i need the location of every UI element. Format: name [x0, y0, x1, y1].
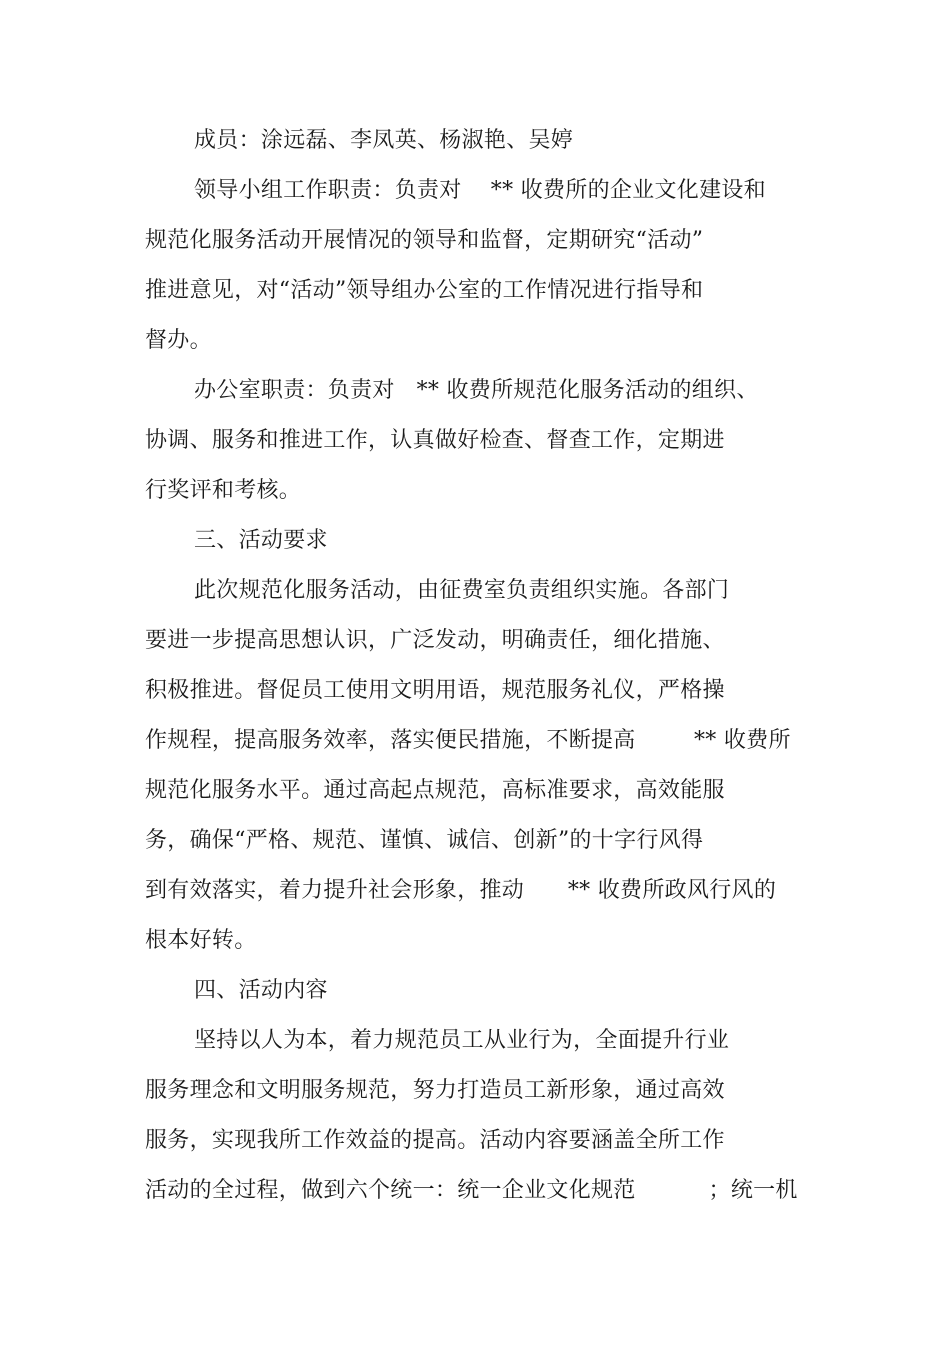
- text-line: 作规程，提高服务效率，落实便民措施，不断提高 ** 收费所: [145, 728, 791, 753]
- text-line: 务，确保“严格、规范、谨慎、诚信、创新”的十字行风得: [145, 828, 704, 853]
- text-line: 服务，实现我所工作效益的提高。活动内容要涵盖全所工作: [145, 1128, 725, 1153]
- text-line-leadership-duties: 领导小组工作职责：负责对 ** 收费所的企业文化建设和: [194, 178, 766, 203]
- text-line: 活动的全过程，做到六个统一：统一企业文化规范 ；统一机: [145, 1178, 798, 1203]
- text-line-members: 成员：涂远磊、李凤英、杨淑艳、吴婷: [194, 128, 574, 153]
- text-line: 规范化服务活动开展情况的领导和监督，定期研究“活动”: [145, 228, 704, 253]
- text-line: 到有效落实，着力提升社会形象，推动 ** 收费所政风行风的: [145, 878, 777, 903]
- text-line: 协调、服务和推进工作，认真做好检查、督查工作，定期进: [145, 428, 725, 453]
- section-heading-requirements: 三、活动要求: [194, 528, 328, 553]
- section-heading-content: 四、活动内容: [194, 978, 328, 1003]
- text-line: 服务理念和文明服务规范，努力打造员工新形象，通过高效: [145, 1078, 725, 1103]
- text-line: 要进一步提高思想认识，广泛发动，明确责任，细化措施、: [145, 628, 725, 653]
- text-line: 规范化服务水平。通过高起点规范，高标准要求，高效能服: [145, 778, 725, 803]
- text-line: 积极推进。督促员工使用文明用语，规范服务礼仪，严格操: [145, 678, 725, 703]
- text-line: 行奖评和考核。: [145, 478, 302, 503]
- text-line: 推进意见，对“活动”领导组办公室的工作情况进行指导和: [145, 278, 704, 303]
- text-line-office-duties: 办公室职责：负责对 ** 收费所规范化服务活动的组织、: [194, 378, 759, 403]
- text-line: 此次规范化服务活动，由征费室负责组织实施。各部门: [194, 578, 730, 603]
- text-line: 坚持以人为本，着力规范员工从业行为，全面提升行业: [194, 1028, 730, 1053]
- text-line: 根本好转。: [145, 928, 257, 953]
- text-line: 督办。: [145, 328, 212, 353]
